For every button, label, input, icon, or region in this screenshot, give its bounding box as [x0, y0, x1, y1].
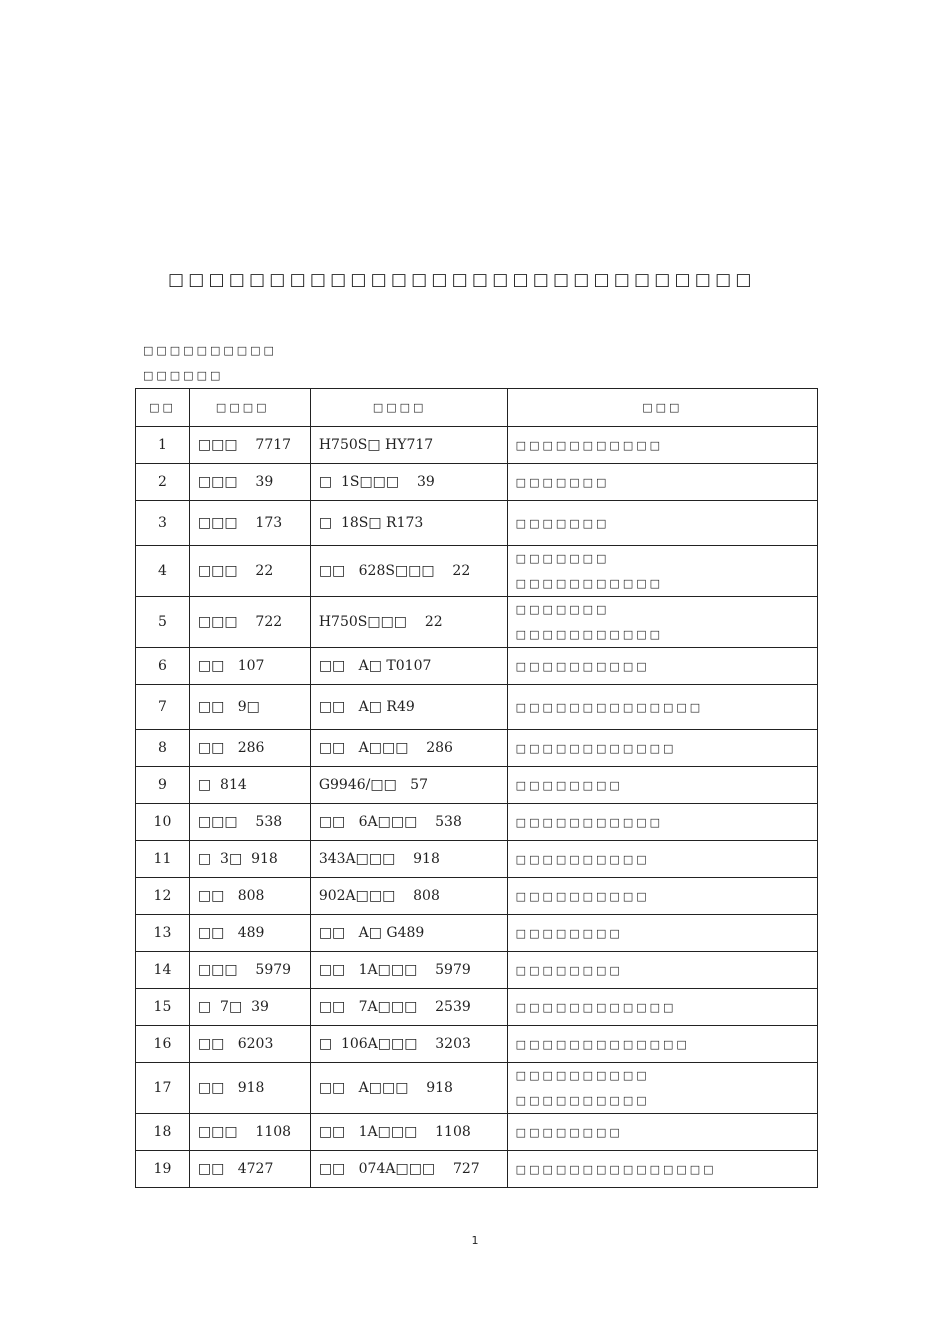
cell-col-b: H750S□ HY717 — [310, 427, 507, 464]
cell-col-c — [507, 501, 817, 546]
note-line: □□□□□□□□□□ — [515, 1094, 650, 1107]
table-row — [136, 427, 818, 464]
cell-col-a: □□□ 722 — [189, 597, 310, 648]
note-line: □□□□□□□□□□□□ — [515, 1000, 677, 1014]
cell-col-b: 902A□□□ 808 — [310, 878, 507, 915]
subtitle-line-1: □□□□□□□□□□ — [143, 344, 277, 357]
cell-col-b: □ 1S□□□ 39 — [310, 464, 507, 501]
cell-col-c — [507, 1114, 817, 1151]
cell-col-a: □□ 808 — [189, 878, 310, 915]
cell-col-c — [507, 878, 817, 915]
row-number: 2 — [136, 464, 190, 501]
note-line: □□□□□□□□□□ — [515, 852, 650, 866]
note-line: □□□□□□□□□□□□ — [515, 741, 677, 755]
note-line: □□□□□□□□ — [515, 1125, 623, 1139]
cell-col-c — [507, 841, 817, 878]
data-table — [135, 388, 818, 1188]
header-col-b: □□□□ — [310, 389, 507, 427]
cell-col-c — [507, 804, 817, 841]
table-row — [136, 1063, 818, 1114]
note-line: □□□□□□□□□□□□□ — [515, 1037, 690, 1051]
cell-col-b: □□ A□ T0107 — [310, 648, 507, 685]
cell-col-c — [507, 427, 817, 464]
cell-col-b: □□ A□□□ 286 — [310, 730, 507, 767]
cell-col-b: 343A□□□ 918 — [310, 841, 507, 878]
note-line: □□□□□□□□□□ — [515, 889, 650, 903]
header-col-c: □□□ — [507, 389, 817, 427]
cell-col-a: □ 814 — [189, 767, 310, 804]
note-line: □□□□□□□□□□□ — [515, 628, 663, 641]
table-row — [136, 767, 818, 804]
note-line: □□□□□□□□□□□ — [515, 438, 663, 452]
cell-col-c — [507, 464, 817, 501]
note-line: □□□□□□□□ — [515, 963, 623, 977]
cell-col-a: □□□ 22 — [189, 546, 310, 597]
row-number: 3 — [136, 501, 190, 546]
cell-col-a: □□ 9□ — [189, 685, 310, 730]
note-line: □□□□□□□□□□ — [515, 1069, 650, 1082]
note-line: □□□□□□□□□□□□□□□ — [515, 1162, 717, 1176]
table-row — [136, 915, 818, 952]
cell-col-c — [507, 685, 817, 730]
table-row — [136, 1026, 818, 1063]
cell-col-c — [507, 767, 817, 804]
cell-col-b: □□ 1A□□□ 1108 — [310, 1114, 507, 1151]
row-number: 19 — [136, 1151, 190, 1188]
table-row — [136, 546, 818, 597]
row-number: 11 — [136, 841, 190, 878]
row-number: 13 — [136, 915, 190, 952]
table-row — [136, 597, 818, 648]
table-row — [136, 878, 818, 915]
table-row — [136, 1114, 818, 1151]
cell-col-a: □ 3□ 918 — [189, 841, 310, 878]
cell-col-a: □□ 286 — [189, 730, 310, 767]
cell-col-a: □□ 489 — [189, 915, 310, 952]
row-number: 18 — [136, 1114, 190, 1151]
note-line: □□□□□□□□ — [515, 778, 623, 792]
row-number: 17 — [136, 1063, 190, 1114]
cell-col-b: □□ 628S□□□ 22 — [310, 546, 507, 597]
cell-col-a: □□□ 1108 — [189, 1114, 310, 1151]
cell-col-c — [507, 952, 817, 989]
note-line: □□□□□□□□□□□□□□ — [515, 700, 704, 714]
table-row — [136, 1151, 818, 1188]
note-line: □□□□□□□□□□□ — [515, 577, 663, 590]
cell-col-a: □□□ 7717 — [189, 427, 310, 464]
cell-col-b: □□ 074A□□□ 727 — [310, 1151, 507, 1188]
table-row — [136, 685, 818, 730]
cell-col-b: □□ 6A□□□ 538 — [310, 804, 507, 841]
note-line: □□□□□□□ — [515, 603, 610, 616]
row-number: 6 — [136, 648, 190, 685]
note-line: □□□□□□□ — [515, 552, 610, 565]
page-number: 1 — [471, 1234, 479, 1247]
cell-col-a: □□□ 538 — [189, 804, 310, 841]
header-no: □□ — [136, 389, 190, 427]
cell-col-c — [507, 648, 817, 685]
table-row — [136, 464, 818, 501]
cell-col-c — [507, 989, 817, 1026]
cell-col-b: □□ 7A□□□ 2539 — [310, 989, 507, 1026]
cell-col-a: □ 7□ 39 — [189, 989, 310, 1026]
table-body — [136, 427, 818, 1188]
row-number: 5 — [136, 597, 190, 648]
row-number: 1 — [136, 427, 190, 464]
note-line: □□□□□□□ — [515, 475, 610, 489]
table-row — [136, 989, 818, 1026]
table-row — [136, 501, 818, 546]
cell-col-b: □□ A□ R49 — [310, 685, 507, 730]
cell-col-a: □□ 918 — [189, 1063, 310, 1114]
cell-col-b: □ 18S□ R173 — [310, 501, 507, 546]
row-number: 14 — [136, 952, 190, 989]
cell-col-b: □ 106A□□□ 3203 — [310, 1026, 507, 1063]
cell-col-b: G9946/□□ 57 — [310, 767, 507, 804]
table-header-row — [136, 389, 818, 427]
cell-col-a: □□ 107 — [189, 648, 310, 685]
cell-col-a: □□□ 39 — [189, 464, 310, 501]
note-line: □□□□□□□□□□ — [515, 659, 650, 673]
cell-col-c — [507, 1151, 817, 1188]
cell-col-c — [507, 1063, 817, 1114]
row-number: 7 — [136, 685, 190, 730]
row-number: 8 — [136, 730, 190, 767]
cell-col-a: □□ 6203 — [189, 1026, 310, 1063]
cell-col-c — [507, 1026, 817, 1063]
subtitle-line-2: □□□□□□ — [143, 369, 224, 382]
table-row — [136, 730, 818, 767]
row-number: 4 — [136, 546, 190, 597]
row-number: 12 — [136, 878, 190, 915]
cell-col-a: □□□ 173 — [189, 501, 310, 546]
row-number: 10 — [136, 804, 190, 841]
note-line: □□□□□□□□ — [515, 926, 623, 940]
cell-col-c — [507, 915, 817, 952]
cell-col-a: □□ 4727 — [189, 1151, 310, 1188]
note-line: □□□□□□□□□□□ — [515, 815, 663, 829]
cell-col-c — [507, 546, 817, 597]
cell-col-b: □□ A□□□ 918 — [310, 1063, 507, 1114]
cell-col-b: □□ 1A□□□ 5979 — [310, 952, 507, 989]
row-number: 16 — [136, 1026, 190, 1063]
table-row — [136, 804, 818, 841]
page-title: □□□□□□□□□□□□□□□□□□□□□□□□□□□□□ — [168, 270, 756, 290]
cell-col-a: □□□ 5979 — [189, 952, 310, 989]
table-row — [136, 841, 818, 878]
cell-col-b: H750S□□□ 22 — [310, 597, 507, 648]
row-number: 9 — [136, 767, 190, 804]
table-row — [136, 648, 818, 685]
cell-col-c — [507, 597, 817, 648]
cell-col-b: □□ A□ G489 — [310, 915, 507, 952]
row-number: 15 — [136, 989, 190, 1026]
table-row — [136, 952, 818, 989]
header-col-a: □□□□ — [189, 389, 310, 427]
cell-col-c — [507, 730, 817, 767]
note-line: □□□□□□□ — [515, 516, 610, 530]
